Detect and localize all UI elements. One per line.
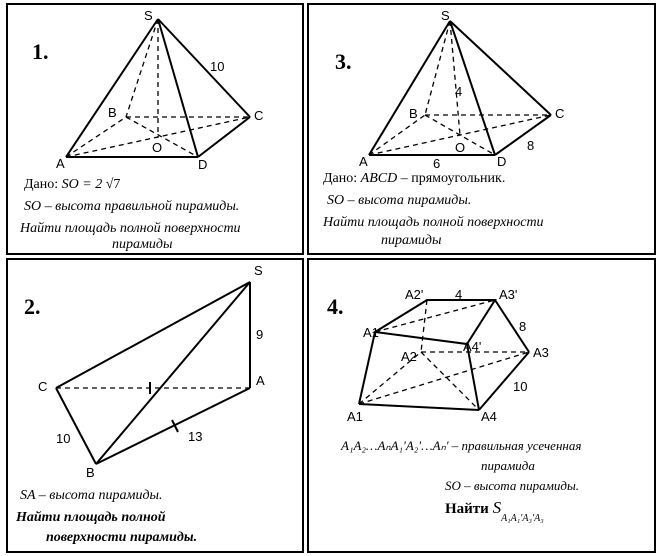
statement-line-4: пирамиды <box>112 237 173 252</box>
problem-number: 4. <box>327 294 344 319</box>
problem-number: 3. <box>335 49 352 74</box>
edge-label-6: 6 <box>433 156 441 171</box>
given-rest: – прямоугольник. <box>400 171 506 186</box>
given-sqrt: √7 <box>105 177 121 192</box>
area-symbol: S <box>492 498 502 517</box>
statement-line-1 <box>341 438 581 454</box>
statement-line-3: Найти площадь полной поверхности <box>323 215 544 230</box>
vertex-label-b: B <box>108 105 117 120</box>
vertex-label-c: C <box>555 106 565 121</box>
find-label: Найти <box>445 501 489 517</box>
statement-line-3: поверхности пирамиды. <box>46 530 198 545</box>
vertex-label-a4-prime: A4' <box>463 339 482 354</box>
vertex-label-c: C <box>38 379 48 394</box>
pyramid-figure-1 <box>8 5 306 257</box>
vertex-label-b: B <box>86 465 95 480</box>
statement-line-3: SO – высота пирамиды. <box>445 478 580 493</box>
vertex-label-a3-prime: A3' <box>499 287 518 302</box>
panel-problem-2 <box>6 258 304 553</box>
edge-label-9: 9 <box>256 327 264 342</box>
edge-label-13: 13 <box>188 429 203 444</box>
vertex-label-o: O <box>152 140 163 155</box>
frustum-description: – правильная усеченная <box>451 438 582 453</box>
statement-line-2: пирамида <box>481 458 535 473</box>
frustum-expression: A₁A₂…AₙA₁'A₂'…Aₙ' <box>341 438 449 453</box>
edge-label-8: 8 <box>527 138 535 153</box>
vertex-label-s: S <box>441 8 450 23</box>
vertex-label-b: B <box>409 106 418 121</box>
edge-label-10: 10 <box>56 431 71 446</box>
panel-problem-3 <box>307 3 656 255</box>
vertex-label-s: S <box>254 263 263 278</box>
vertex-label-a: A <box>56 156 65 171</box>
panel-problem-1 <box>6 3 304 255</box>
height-label: 4 <box>455 84 463 99</box>
vertex-label-a: A <box>359 154 368 169</box>
panel-problem-4 <box>307 258 656 553</box>
vertex-label-d: D <box>198 157 208 172</box>
vertex-label-o: O <box>455 140 466 155</box>
given-line <box>323 171 505 187</box>
problem-number: 1. <box>32 39 49 64</box>
given-line <box>24 177 120 193</box>
vertex-label-a1-prime: A1' <box>363 325 382 340</box>
vertex-label-c: C <box>254 108 264 123</box>
statement-line-2: Найти площадь полной <box>16 510 166 525</box>
given-prefix: Дано: <box>24 177 59 192</box>
vertex-label-a1: A1 <box>347 409 363 424</box>
vertex-label-d: D <box>497 154 507 169</box>
edge-label-10: 10 <box>513 379 528 394</box>
statement-line-3: Найти площадь полной поверхности <box>20 221 241 236</box>
given-expression: ABCD <box>360 171 398 186</box>
vertex-label-a: A <box>256 373 265 388</box>
statement-line-1: SA – высота пирамиды. <box>20 488 163 503</box>
statement-line-4: пирамиды <box>381 233 442 248</box>
statement-line-2: SO – высота правильной пирамиды. <box>24 199 240 214</box>
given-prefix: Дано: <box>323 171 358 186</box>
problem-number: 2. <box>24 294 41 319</box>
vertex-label-s: S <box>144 8 153 23</box>
area-subscript: A₁A₁'A₃'A₃ <box>501 513 544 524</box>
find-line <box>445 498 544 524</box>
edge-label-4: 4 <box>455 287 463 302</box>
given-expression: SO = 2 <box>61 177 103 192</box>
vertex-label-a3: A3 <box>533 345 549 360</box>
edge-length-label: 10 <box>210 59 225 74</box>
vertex-label-a2: A2 <box>401 349 417 364</box>
edge-label-8: 8 <box>519 319 527 334</box>
statement-line-2: SO – высота пирамиды. <box>327 193 472 208</box>
vertex-label-a4: A4 <box>481 409 497 424</box>
vertex-label-a2-prime: A2' <box>405 287 424 302</box>
